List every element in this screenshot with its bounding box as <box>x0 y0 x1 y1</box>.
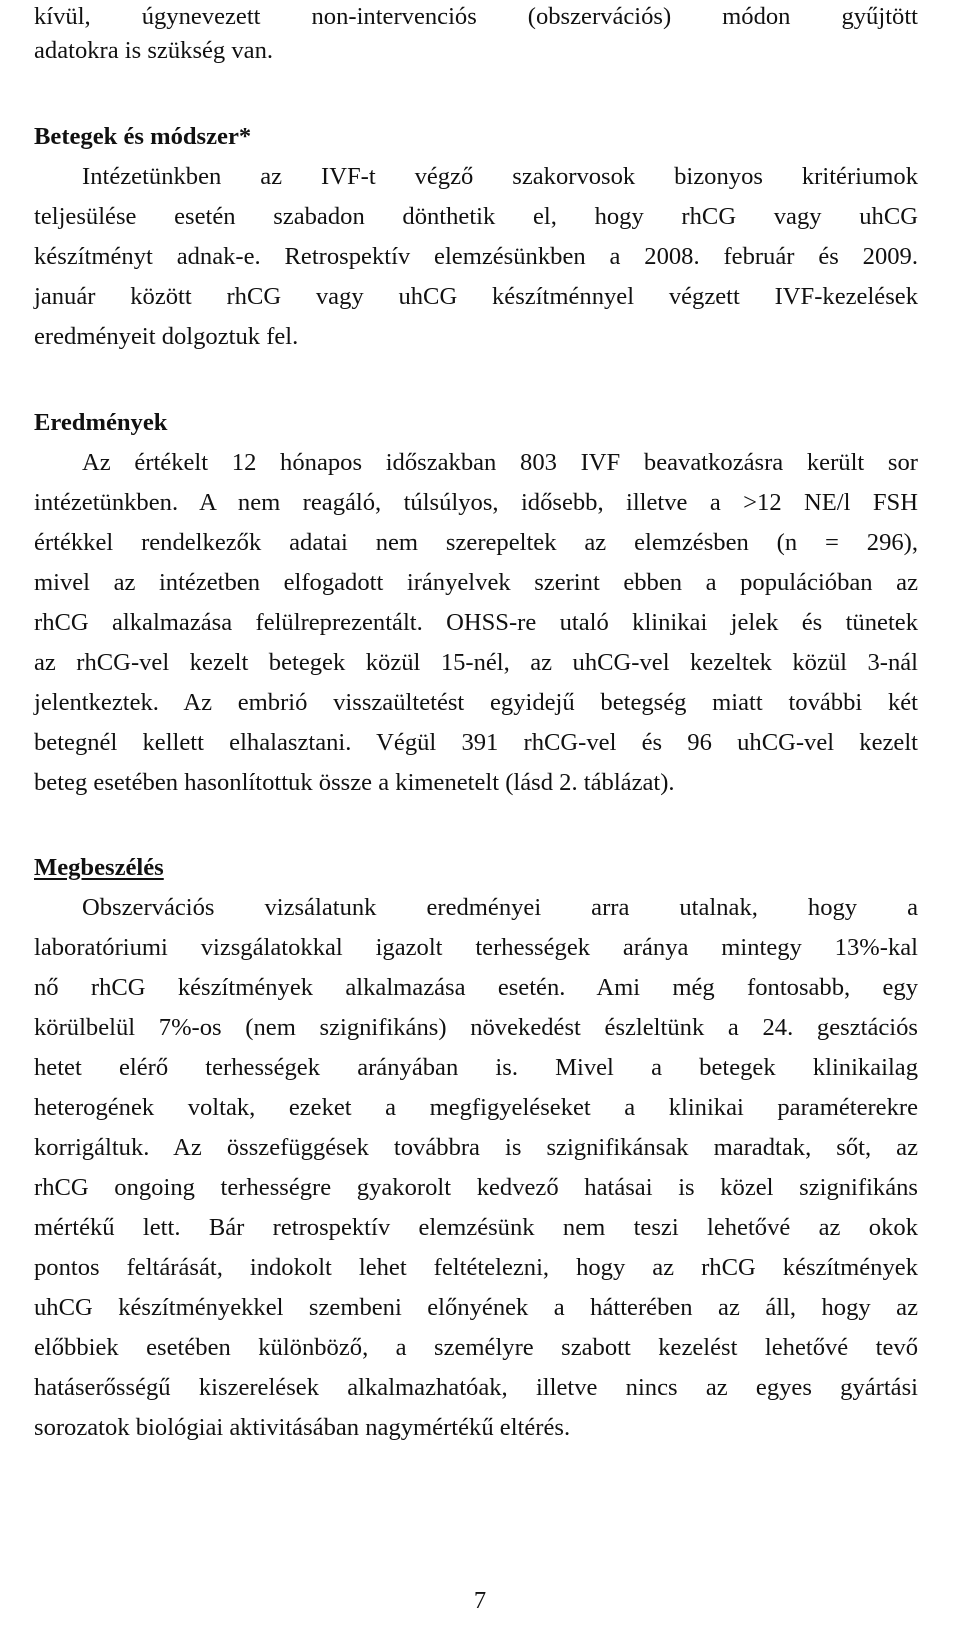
discussion-line-8: rhCG ongoing terhességre gyakorolt kedvező hatásai is közel szignifikáns <box>34 1174 918 1201</box>
intro-line-2: adatokra is szükség van. <box>34 37 274 64</box>
discussion-line-4: körülbelül 7%-os (nem szignifikáns) növekedést észleltünk a 24. gesztációs <box>34 1014 918 1041</box>
discussion-line-1: Obszervációs vizsálatunk eredményei arra utalnak, hogy a <box>82 894 918 921</box>
results-line-7: jelentkeztek. Az embrió visszaültetést egyidejű betegség miatt további két <box>34 689 918 716</box>
discussion-line-12: előbbiek esetében különböző, a személyre szabott kezelést lehetővé tevő <box>34 1334 918 1361</box>
discussion-line-10: pontos feltárását, indokolt lehet feltételezni, hogy az rhCG készítmények <box>34 1254 918 1281</box>
results-line-8: betegnél kellett elhalasztani. Végül 391 rhCG-vel és 96 uhCG-vel kezelt <box>34 729 918 756</box>
discussion-line-14: sorozatok biológiai aktivitásában nagymértékű eltérés. <box>34 1414 571 1441</box>
results-line-9: beteg esetében hasonlítottuk össze a kimenetelt (lásd 2. táblázat). <box>34 769 675 796</box>
results-line-6: az rhCG-vel kezelt betegek közül 15-nél, az uhCG-vel kezeltek közül 3-nál <box>34 649 918 676</box>
methods-line-3: készítményt adnak-e. Retrospektív elemzésünkben a 2008. február és 2009. <box>34 243 918 270</box>
results-line-4: mivel az intézetben elfogadott irányelvek szerint ebben a populációban az <box>34 569 918 596</box>
discussion-line-3: nő rhCG készítmények alkalmazása esetén. Ami még fontosabb, egy <box>34 974 918 1001</box>
results-line-3: értékkel rendelkezők adatai nem szerepeltek az elemzésben (n = 296), <box>34 529 918 556</box>
discussion-line-2: laboratóriumi vizsgálatokkal igazolt terhességek aránya mintegy 13%-kal <box>34 934 918 961</box>
discussion-line-11: uhCG készítményekkel szembeni előnyének a hátterében az áll, hogy az <box>34 1294 918 1321</box>
results-heading: Eredmények <box>34 409 168 436</box>
results-line-2: intézetünkben. A nem reagáló, túlsúlyos, idősebb, illetve a >12 NE/l FSH <box>34 489 918 516</box>
discussion-line-13: hatáserősségű kiszerelések alkalmazhatóak, illetve nincs az egyes gyártási <box>34 1374 918 1401</box>
discussion-line-5: hetet elérő terhességek arányában is. Mivel a betegek klinikailag <box>34 1054 918 1081</box>
discussion-line-9: mértékű lett. Bár retrospektív elemzésünk nem teszi lehetővé az okok <box>34 1214 918 1241</box>
methods-line-1: Intézetünkben az IVF-t végző szakorvosok bizonyos kritériumok <box>82 163 918 190</box>
discussion-heading: Megbeszélés <box>34 854 164 881</box>
methods-line-2: teljesülése esetén szabadon dönthetik el, hogy rhCG vagy uhCG <box>34 203 918 230</box>
discussion-line-6: heterogének voltak, ezeket a megfigyeléseket a klinikai paraméterekre <box>34 1094 918 1121</box>
methods-line-4: január között rhCG vagy uhCG készítménnyel végzett IVF-kezelések <box>34 283 918 310</box>
results-line-5: rhCG alkalmazása felülreprezentált. OHSS-re utaló klinikai jelek és tünetek <box>34 609 918 636</box>
discussion-line-7: korrigáltuk. Az összefüggések továbbra is szignifikánsak maradtak, sőt, az <box>34 1134 918 1161</box>
results-line-1: Az értékelt 12 hónapos időszakban 803 IVF beavatkozásra került sor <box>82 449 918 476</box>
page-number: 7 <box>473 1587 487 1614</box>
intro-line-1: kívül, úgynevezett non-intervenciós (obszervációs) módon gyűjtött <box>34 3 918 30</box>
methods-line-5: eredményeit dolgoztuk fel. <box>34 323 299 350</box>
methods-heading: Betegek és módszer* <box>34 123 252 150</box>
